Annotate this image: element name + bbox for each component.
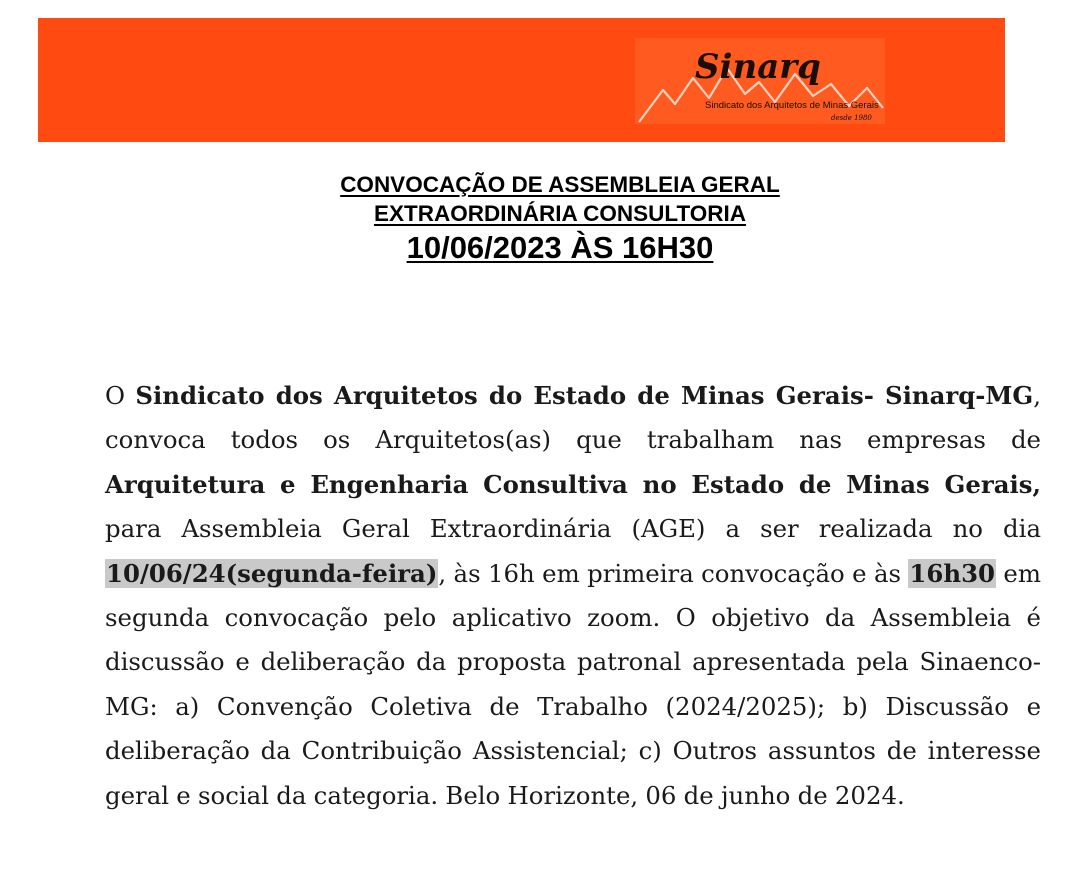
logo-wordmark: Sinarq xyxy=(695,47,821,87)
convocation-paragraph xyxy=(105,374,1041,818)
logo-tagline: Sindicato dos Arquitetos de Minas Gerais xyxy=(705,100,879,111)
sector-name: Arquitetura e Engenharia Consultiva no Estado de Minas Gerais, xyxy=(105,469,1041,499)
union-name: Sindicato dos Arquitetos do Estado de Minas Gerais- Sinarq-MG xyxy=(135,381,1034,410)
sinarq-logo xyxy=(635,38,885,124)
title-line-1 xyxy=(230,170,890,199)
title-line-1-text: CONVOCAÇÃO DE ASSEMBLEIA GERAL xyxy=(340,172,780,197)
title-line-2 xyxy=(230,199,890,228)
paragraph-part-2: , convoca todos os Arquitetos(as) que trabalham nas empresas de xyxy=(105,381,1042,455)
paragraph-part-4: , às 16h em primeira convocação e às xyxy=(438,558,909,588)
logo-since: desde 1980 xyxy=(831,114,872,122)
paragraph-part-5: em segunda convocação pelo aplicativo zoom. O objetivo da Assembleia é discussão e deliberação da proposta patronal apresentada pela Sinaenco-MG: a) Convenção Coletiva de Trabalho (2024/2025); b) Discussão e deliberação da Contribuição Assistencial; c) Outros assuntos de interesse geral e social da categoria. Belo Horizonte, 06 de junho de 2024. xyxy=(105,558,1041,810)
paragraph-intro: O xyxy=(105,381,136,410)
title-date-text: 10/06/2023 ÀS 16H30 xyxy=(406,230,714,265)
sinarq-logo-graphic xyxy=(635,38,885,124)
second-call-time-highlight: 16h30 xyxy=(909,558,996,588)
document-title xyxy=(230,170,890,266)
title-date xyxy=(230,230,890,266)
title-line-2-text: EXTRAORDINÁRIA CONSULTORIA xyxy=(373,201,747,226)
paragraph-part-3: para Assembleia Geral Extraordinária (AGE) a ser realizada no dia xyxy=(105,514,1041,544)
meeting-date-highlight: 10/06/24(segunda-feira) xyxy=(106,558,438,588)
